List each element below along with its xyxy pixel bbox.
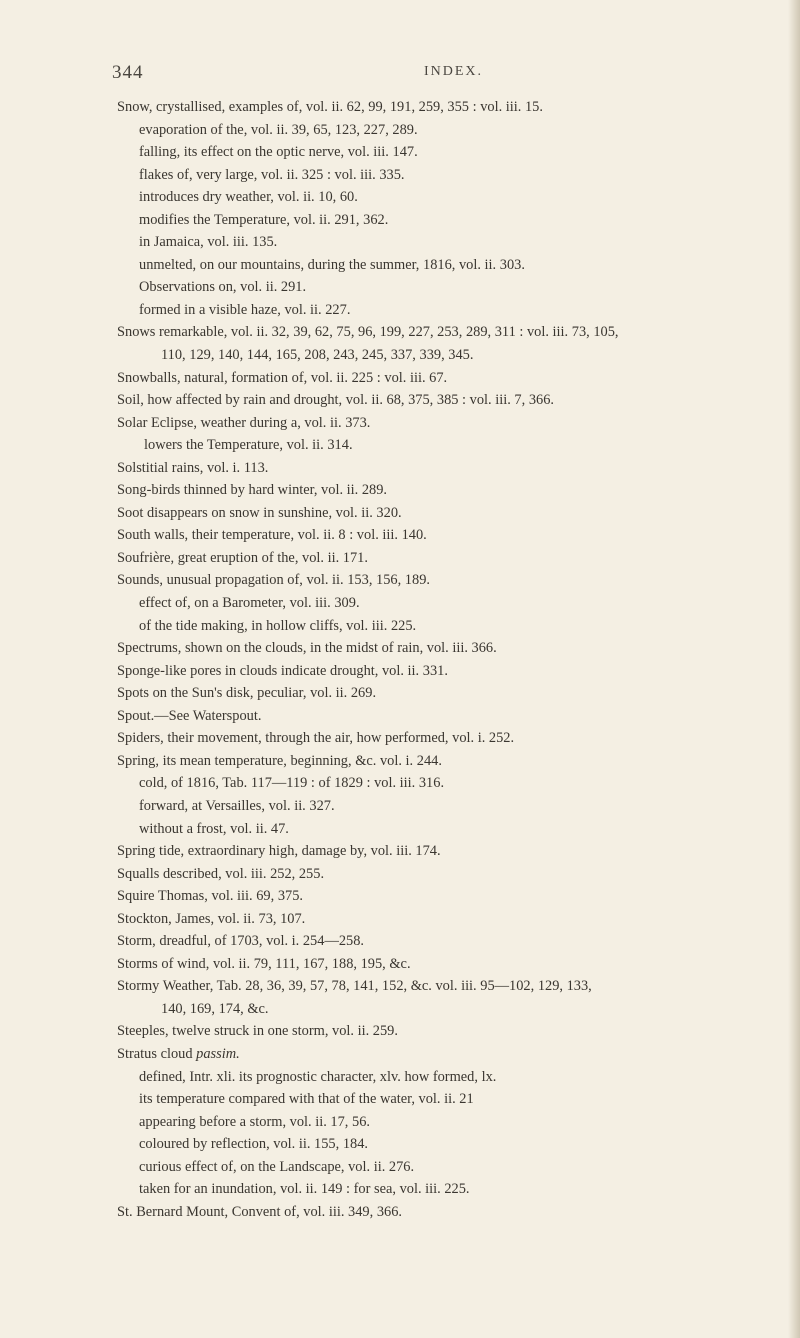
index-subentry [117, 209, 793, 232]
index-subentry [117, 164, 793, 187]
entry-text: modifies the Temperature, vol. ii. 291, 362. [139, 211, 389, 228]
index-subentry [117, 231, 793, 254]
index-subentry [117, 1133, 793, 1156]
entry-text: evaporation of the, vol. ii. 39, 65, 123, 227, 289. [139, 121, 418, 138]
entry-text: appearing before a storm, vol. ii. 17, 56. [139, 1113, 370, 1130]
index-entry [117, 840, 793, 863]
entry-text: curious effect of, on the Landscape, vol. ii. 276. [139, 1158, 415, 1175]
index-subentry [117, 434, 793, 457]
entry-text: flakes of, very large, vol. ii. 325 : vol. iii. 335. [139, 166, 405, 183]
running-head: INDEX. [424, 64, 484, 79]
index-subentry [117, 141, 793, 164]
index-entry [117, 953, 793, 976]
index-entry [117, 975, 793, 998]
entry-text: coloured by reflection, vol. ii. 155, 184. [139, 1136, 368, 1153]
index-subentry [117, 119, 793, 142]
entry-text: lowers the Temperature, vol. ii. 314. [144, 437, 353, 454]
entry-text: Snowballs, natural, formation of, vol. ii. 225 : vol. iii. 67. [117, 369, 448, 386]
index-subentry [117, 615, 793, 638]
entry-text: 110, 129, 140, 144, 165, 208, 243, 245, 337, 339, 345. [161, 347, 474, 364]
index-subentry [117, 795, 793, 818]
index-entry [117, 750, 793, 773]
index-entry [117, 569, 793, 592]
entry-text: Stratus cloud [117, 1045, 197, 1062]
index-entry [117, 321, 793, 344]
entry-text: Soufrière, great eruption of the, vol. ii. 171. [117, 549, 368, 566]
index-entry [117, 1201, 793, 1224]
entry-text: Storm, dreadful, of 1703, vol. i. 254—258. [117, 933, 365, 950]
entry-text: Stormy Weather, Tab. 28, 36, 39, 57, 78, 141, 152, &c. vol. iii. 95—102, 129, 133, [117, 978, 592, 995]
index-entry [117, 96, 793, 119]
index-entry [117, 930, 793, 953]
entry-text: Soot disappears on snow in sunshine, vol. ii. 320. [117, 504, 402, 521]
entry-text: Spiders, their movement, through the air, how performed, vol. i. 252. [117, 730, 515, 747]
index-subentry [117, 344, 793, 367]
entry-text: South walls, their temperature, vol. ii. 8 : vol. iii. 140. [117, 527, 427, 544]
index-subentry [117, 186, 793, 209]
index-entry [117, 885, 793, 908]
index-entry [117, 367, 793, 390]
entry-text: Observations on, vol. ii. 291. [139, 279, 307, 296]
entry-text: forward, at Versailles, vol. ii. 327. [139, 797, 335, 814]
index-subentry [117, 299, 793, 322]
entry-text: Spring tide, extraordinary high, damage by, vol. iii. 174. [117, 843, 441, 860]
entry-text: unmelted, on our mountains, during the summer, 1816, vol. ii. 303. [139, 256, 525, 273]
index-subentry [117, 1066, 793, 1089]
entry-text: 140, 169, 174, &c. [161, 1000, 269, 1017]
index-entry [117, 1043, 793, 1066]
entry-text: introduces dry weather, vol. ii. 10, 60. [139, 189, 358, 206]
index-entry [117, 389, 793, 412]
index-subentry [117, 1156, 793, 1179]
page-number: 344 [112, 62, 144, 83]
entry-text: in Jamaica, vol. iii. 135. [139, 234, 278, 251]
index-entry [117, 524, 793, 547]
entry-text: of the tide making, in hollow cliffs, vol. iii. 225. [139, 617, 417, 634]
entry-text: Sponge-like pores in clouds indicate drought, vol. ii. 331. [117, 662, 448, 679]
entry-text: Spring, its mean temperature, beginning, &c. vol. i. 244. [117, 752, 442, 769]
entry-text: effect of, on a Barometer, vol. iii. 309. [139, 595, 360, 612]
entry-text: Spout.—See Waterspout. [117, 707, 262, 724]
page-header [112, 62, 712, 86]
entry-text: defined, Intr. xli. its prognostic character, xlv. how formed, lx. [139, 1068, 497, 1085]
index-entry [117, 479, 793, 502]
index-subentry [117, 1178, 793, 1201]
index-entry [117, 863, 793, 886]
index-entry [117, 502, 793, 525]
index-subentry [117, 276, 793, 299]
entry-text: Steeples, twelve struck in one storm, vol. ii. 259. [117, 1023, 398, 1040]
entry-text: cold, of 1816, Tab. 117—119 : of 1829 : vol. iii. 316. [139, 775, 445, 792]
index-entry [117, 1020, 793, 1043]
index-entry [117, 682, 793, 705]
entry-text: Snows remarkable, vol. ii. 32, 39, 62, 75, 96, 199, 227, 253, 289, 311 : vol. iii. 73, 105, [117, 324, 619, 341]
entry-text: Solar Eclipse, weather during a, vol. ii. 373. [117, 414, 371, 431]
index-entry [117, 705, 793, 728]
index-subentry [117, 1111, 793, 1134]
entry-text: Solstitial rains, vol. i. 113. [117, 459, 269, 476]
entry-text: Squire Thomas, vol. iii. 69, 375. [117, 888, 304, 905]
index-entry [117, 457, 793, 480]
entry-text: Spots on the Sun's disk, peculiar, vol. ii. 269. [117, 685, 377, 702]
index-entry [117, 547, 793, 570]
index-subentry [117, 592, 793, 615]
entry-italic: passim. [196, 1045, 240, 1062]
entry-text: Sounds, unusual propagation of, vol. ii. 153, 156, 189. [117, 572, 430, 589]
index-entry [117, 908, 793, 931]
entry-text: Song-birds thinned by hard winter, vol. ii. 289. [117, 482, 388, 499]
entry-text: Spectrums, shown on the clouds, in the midst of rain, vol. iii. 366. [117, 640, 497, 657]
entry-text: its temperature compared with that of the water, vol. ii. 21 [139, 1091, 474, 1108]
index-entry [117, 637, 793, 660]
entry-text: formed in a visible haze, vol. ii. 227. [139, 301, 351, 318]
entry-text: without a frost, vol. ii. 47. [139, 820, 289, 837]
index-entries [117, 96, 793, 1223]
entry-text: falling, its effect on the optic nerve, vol. iii. 147. [139, 144, 418, 161]
index-subentry [117, 772, 793, 795]
index-entry [117, 660, 793, 683]
entry-text: Storms of wind, vol. ii. 79, 111, 167, 188, 195, &c. [117, 955, 411, 972]
entry-text: St. Bernard Mount, Convent of, vol. iii. 349, 366. [117, 1203, 403, 1220]
index-subentry [117, 998, 793, 1021]
index-subentry [117, 1088, 793, 1111]
entry-text: Soil, how affected by rain and drought, vol. ii. 68, 375, 385 : vol. iii. 7, 366. [117, 392, 555, 409]
index-subentry [117, 254, 793, 277]
entry-text: Stockton, James, vol. ii. 73, 107. [117, 910, 306, 927]
entry-text: Squalls described, vol. iii. 252, 255. [117, 865, 325, 882]
entry-text: Snow, crystallised, examples of, vol. ii. 62, 99, 191, 259, 355 : vol. iii. 15. [117, 99, 543, 115]
entry-text: taken for an inundation, vol. ii. 149 : for sea, vol. iii. 225. [139, 1181, 470, 1198]
index-subentry [117, 818, 793, 841]
index-entry [117, 412, 793, 435]
index-entry [117, 727, 793, 750]
